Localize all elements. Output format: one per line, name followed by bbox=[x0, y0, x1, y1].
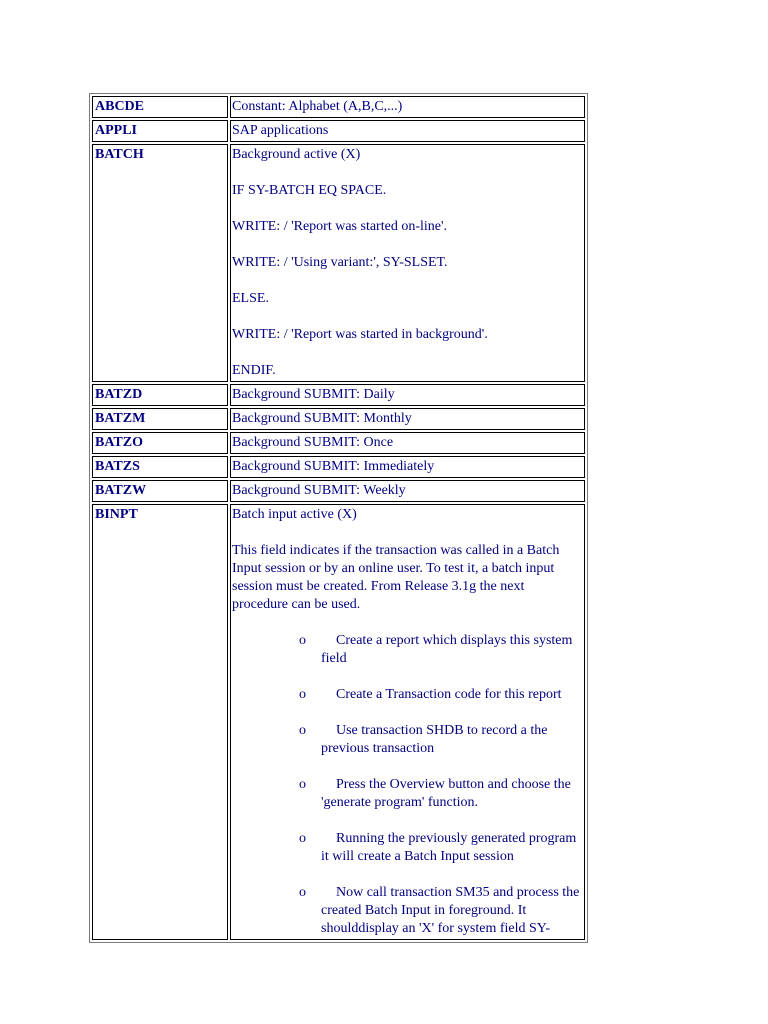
procedure-list bbox=[232, 632, 583, 938]
step-text: Use transaction SHDB to record a the previous transaction bbox=[321, 723, 548, 756]
step-text: Now call transaction SM35 and process the created Batch Input in foreground. It shoulddisplay an 'X' for system field SY- bbox=[321, 885, 580, 936]
code-line: ELSE. bbox=[232, 291, 269, 306]
bullet-icon: o bbox=[299, 687, 306, 702]
field-name: BATZM bbox=[92, 408, 228, 430]
step-text: Create a report which displays this system field bbox=[321, 633, 573, 666]
field-name: BATCH bbox=[92, 144, 228, 382]
field-name: BATZS bbox=[92, 456, 228, 478]
list-item bbox=[232, 686, 583, 704]
spacer bbox=[232, 308, 583, 326]
spacer bbox=[232, 236, 583, 254]
list-item bbox=[232, 776, 583, 812]
field-name: APPLI bbox=[92, 120, 228, 142]
field-description bbox=[230, 504, 585, 940]
description-paragraph: This field indicates if the transaction was called in a Batch Input session or by an online user. To test it, a batch input session must be created. From Release 3.1g the next procedure can be used. bbox=[232, 543, 563, 612]
step-text: Create a Transaction code for this report bbox=[336, 687, 562, 702]
description-line: Background SUBMIT: Once bbox=[232, 435, 394, 450]
field-description bbox=[230, 96, 585, 118]
field-description bbox=[230, 480, 585, 502]
table-row bbox=[92, 408, 585, 430]
description-line: Batch input active (X) bbox=[232, 507, 357, 522]
system-fields-table bbox=[89, 93, 588, 943]
spacer bbox=[232, 164, 583, 182]
step-text: Press the Overview button and choose the 'generate program' function. bbox=[321, 777, 571, 810]
description-line: Background SUBMIT: Monthly bbox=[232, 411, 412, 426]
bullet-icon: o bbox=[299, 777, 306, 792]
code-line: WRITE: / 'Report was started in background'. bbox=[232, 327, 488, 342]
list-item bbox=[232, 884, 583, 938]
description-line: Constant: Alphabet (A,B,C,...) bbox=[232, 99, 403, 114]
bullet-icon: o bbox=[299, 723, 306, 738]
bullet-icon: o bbox=[299, 633, 306, 648]
field-name: ABCDE bbox=[92, 96, 228, 118]
spacer bbox=[232, 524, 583, 542]
field-name: BATZO bbox=[92, 432, 228, 454]
field-description bbox=[230, 456, 585, 478]
list-item bbox=[232, 632, 583, 668]
list-item bbox=[232, 722, 583, 758]
table-row bbox=[92, 120, 585, 142]
table-row bbox=[92, 144, 585, 382]
code-line: ENDIF. bbox=[232, 363, 276, 378]
spacer bbox=[232, 614, 583, 632]
bullet-icon: o bbox=[299, 831, 306, 846]
step-text: Running the previously generated program it will create a Batch Input session bbox=[321, 831, 577, 864]
table-row bbox=[92, 432, 585, 454]
field-description bbox=[230, 408, 585, 430]
description-line: SAP applications bbox=[232, 123, 329, 138]
description-line: Background SUBMIT: Weekly bbox=[232, 483, 406, 498]
code-line: WRITE: / 'Report was started on-line'. bbox=[232, 219, 447, 234]
bullet-icon: o bbox=[299, 885, 306, 900]
field-name: BINPT bbox=[92, 504, 228, 940]
field-name: BATZD bbox=[92, 384, 228, 406]
description-line: Background SUBMIT: Daily bbox=[232, 387, 395, 402]
table-row bbox=[92, 480, 585, 502]
code-line: WRITE: / 'Using variant:', SY-SLSET. bbox=[232, 255, 448, 270]
field-description bbox=[230, 144, 585, 382]
spacer bbox=[232, 344, 583, 362]
field-name: BATZW bbox=[92, 480, 228, 502]
table-row bbox=[92, 504, 585, 940]
table-row bbox=[92, 456, 585, 478]
field-description bbox=[230, 384, 585, 406]
spacer bbox=[232, 272, 583, 290]
field-description bbox=[230, 432, 585, 454]
code-line: IF SY-BATCH EQ SPACE. bbox=[232, 183, 387, 198]
table-row bbox=[92, 384, 585, 406]
description-line: Background active (X) bbox=[232, 147, 361, 162]
description-line: Background SUBMIT: Immediately bbox=[232, 459, 435, 474]
list-item bbox=[232, 830, 583, 866]
field-description bbox=[230, 120, 585, 142]
spacer bbox=[232, 200, 583, 218]
table-row bbox=[92, 96, 585, 118]
